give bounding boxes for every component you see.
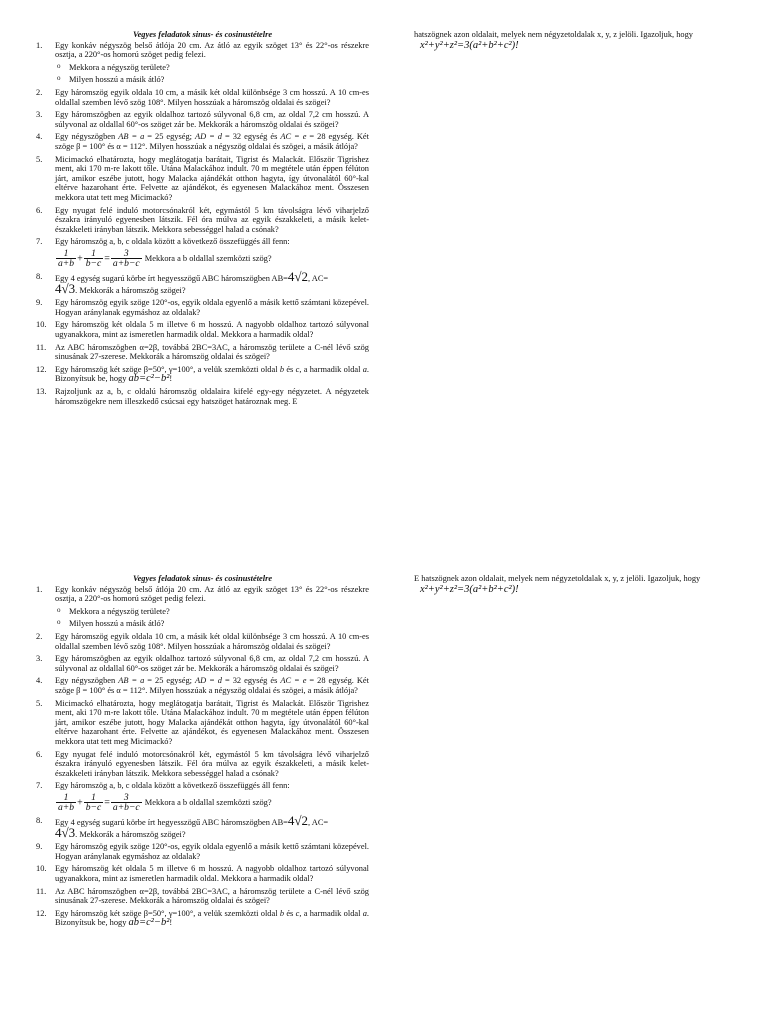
task-3 xyxy=(36,654,369,673)
task-number: 5. xyxy=(36,698,43,708)
task-2 xyxy=(36,88,369,107)
task-text: = 28 egység. Két szöge β = 100° és α = 112°. Milyen hosszúak a négyszög oldalai és szögei, a másik átlója? xyxy=(55,132,369,151)
task-text: Mekkora a b oldallal szemközti szög? xyxy=(144,253,272,263)
sub-list xyxy=(55,63,369,85)
task-text: Egy négyszögben xyxy=(55,676,119,686)
task-11 xyxy=(36,887,369,906)
task-text: . Bizonyítsuk be, hogy xyxy=(55,364,370,384)
task-12 xyxy=(36,909,369,928)
math: 4√3 xyxy=(55,824,76,840)
formula: x²+y²+z²=3(a²+b²+c²)! xyxy=(420,583,519,595)
task-text: Egy háromszög két szöge β=50°, γ=100°, a velük szemközti oldal xyxy=(55,364,280,374)
task-text: és xyxy=(284,364,296,374)
task-1 xyxy=(36,585,369,629)
task-text: ! xyxy=(169,374,173,384)
continuation-text: hatszögnek azon oldalait, melyek nem négyzetoldalak x, y, z jelöli. Igazoljuk, hogy xyxy=(414,30,693,39)
math: ab=c²−b² xyxy=(128,373,170,385)
task-number: 12. xyxy=(36,908,47,918)
task-text: Egy háromszög egyik szöge 120°-os, egyik oldala egyenlő a másik kettő számtani közepével. Hogyan aránylanak egymáshoz az oldalak? xyxy=(55,298,369,317)
math: b xyxy=(279,908,285,918)
task-number: 8. xyxy=(36,272,43,282)
task-4 xyxy=(36,676,369,695)
sub-list xyxy=(55,607,369,629)
task-text: Egy konkáv négyszög belső átlója 20 cm. Az átló az egyik szöget 13° és 22°-os részekre osztja, a 220°-os homorú szöget pedig felezi. xyxy=(55,40,369,60)
task-text: = 32 egység és xyxy=(222,676,281,686)
task-9 xyxy=(36,298,369,317)
task-text: Rajzoljunk az a, b, c oldalú háromszög oldalaira kifelé egy-egy négyzetet. A négyzetek háromszögekre nem illeszkedő csúcsai egy hatszöget határoznak meg. E xyxy=(55,387,369,406)
task-number: 10. xyxy=(36,864,47,874)
task-10 xyxy=(36,864,369,883)
math: AD = d xyxy=(194,132,222,142)
task-text: Az ABC háromszögben α=2β, továbbá 2BC=3AC, a háromszög területe a C-nél lévő szög sinusának 27-szerese. Mekkorák a háromszög oldalai és szögei? xyxy=(55,342,369,362)
task-number: 11. xyxy=(36,342,47,352)
worksheet-title: Vegyes feladatok sinus- és cosinustételre xyxy=(132,574,273,583)
task-text: = 28 egység. Két szöge β = 100° és α = 112°. Milyen hosszúak a négyszög oldalai és szögei, a másik átlója? xyxy=(55,676,369,695)
task-number: 7. xyxy=(36,781,43,791)
task-text: Egy háromszög két szöge β=50°, γ=100°, a velük szemközti oldal xyxy=(55,908,280,918)
math: AC = e xyxy=(280,132,307,142)
task-number: 6. xyxy=(36,749,43,759)
task-number: 3. xyxy=(36,110,43,120)
task-list xyxy=(36,41,369,407)
task-1 xyxy=(36,41,369,85)
task-7 xyxy=(36,781,369,813)
task-number: 13. xyxy=(36,387,47,396)
worksheet-title: Vegyes feladatok sinus- és cosinustételre xyxy=(132,30,273,39)
task-text: . Bizonyítsuk be, hogy xyxy=(55,908,370,928)
math: 4√3 xyxy=(55,280,76,296)
task-number: 9. xyxy=(36,298,43,308)
continuation-text: E hatszögnek azon oldalait, melyek nem négyzetoldalak x, y, z jelöli. Igazoljuk, hogy xyxy=(414,574,701,583)
task-text: Egy háromszög két oldala 5 m illetve 6 m hosszú. A nagyobb oldalhoz tartozó súlyvonal ugyanakkora, mint az ismeretlen harmadik oldal. Mekkora a harmadik oldal? xyxy=(55,864,369,884)
task-text: Mekkora a b oldallal szemközti szög? xyxy=(144,797,272,807)
math: ab=c²−b² xyxy=(128,917,170,929)
task-text: és xyxy=(284,908,296,918)
task-text: , a harmadik oldal xyxy=(299,908,363,918)
task-text: , a harmadik oldal xyxy=(299,364,363,374)
task-text: , AC= xyxy=(308,274,329,284)
math: AB = a xyxy=(118,676,145,686)
math: 4√2 xyxy=(287,269,309,285)
task-4 xyxy=(36,132,369,151)
task-text: Egy háromszög a, b, c oldala között a következő összefüggés áll fenn: xyxy=(55,237,290,247)
task-text: Egy háromszög két oldala 5 m illetve 6 m hosszú. A nagyobb oldalhoz tartozó súlyvonal ugyanakkora, mint az ismeretlen harmadik oldal. Mekkora a harmadik oldal? xyxy=(55,320,369,340)
task-5 xyxy=(36,699,369,747)
task-5 xyxy=(36,155,369,203)
task-text: Egy nyugat felé induló motorcsónakról két, egymástól 5 km távolságra lévő viharjelző északra irányuló egyenesben látszik. Fél óra múlva az egyik északkeleti, a másik kelet- északkeleti irányban látszik. Mekkora sebességgel halad a csónak? xyxy=(55,749,369,778)
task-text: ! xyxy=(169,918,173,928)
fraction: $\frac{1}{a+b}$ xyxy=(58,247,75,270)
math: AB = a xyxy=(118,132,145,142)
task-9 xyxy=(36,842,369,861)
task-number: 4. xyxy=(36,132,43,142)
task-number: 2. xyxy=(36,631,43,641)
task-6 xyxy=(36,750,369,779)
task-number: 7. xyxy=(36,237,43,247)
task-number: 1. xyxy=(36,584,43,594)
fraction: $\frac{1}{b-c}$ xyxy=(85,247,102,270)
task-text: , AC= xyxy=(308,818,329,828)
equation: $\frac{1}{a+b}$ + $\frac{1}{b-c}$ = $\frac{3}{a+b-c}$ Mekkora a b oldallal szemközti szög? xyxy=(58,247,272,270)
task-text: Micimackó elhatározta, hogy meglátogatja barátait, Tigrist és Malackát. Először Tigrishez ment, aki 170 m-re lakott tőle. Utána Malackához indult. 70 m megtétele után éppen félúton járt, amikor eszébe jutott, hogy Malacka ajándékát otthon hagyta, így útvonalától 60°-kal eltérve hazarohant érte. Felvette az ajándékot, és egyenesen Malackához ment. Összesen mekkora utat tett meg Micimackó? xyxy=(55,698,369,746)
task-text: Egy négyszögben xyxy=(55,132,119,142)
task-text: Egy nyugat felé induló motorcsónakról két, egymástól 5 km távolságra lévő viharjelző északra irányuló egyenesben látszik. Fél óra múlva az egyik északkeleti, a másik kelet- északkeleti irányban látszik. Mekkora sebességgel halad a csónak? xyxy=(55,205,369,234)
task-7 xyxy=(36,237,369,269)
task-text: = 25 egység; xyxy=(144,132,195,142)
continuation-bottom xyxy=(414,574,734,594)
sub-item: o Mekkora a négyszög területe? xyxy=(55,63,369,73)
worksheet-bottom xyxy=(36,574,369,931)
task-text: Egy konkáv négyszög belső átlója 20 cm. Az átló az egyik szöget 13° és 22°-os részekre osztja, a 220°-os homorú szöget pedig felezi. xyxy=(55,584,369,604)
fraction: $\frac{1}{a+b}$ xyxy=(58,791,75,814)
task-text: Az ABC háromszögben α=2β, továbbá 2BC=3AC, a háromszög területe a C-nél lévő szög sinusának 27-szerese. Mekkorák a háromszög oldalai és szögei? xyxy=(55,886,369,906)
task-number: 1. xyxy=(36,40,43,50)
task-text: Egy háromszögben az egyik oldalhoz tartozó súlyvonal 6,8 cm, az oldal 7,2 cm hosszú. A súlyvonal az oldallal 60°-os szöget zár be. Mekkorák a háromszög oldalai és szögei? xyxy=(55,654,369,673)
fraction: $\frac{1}{b-c}$ xyxy=(85,791,102,814)
task-text: Micimackó elhatározta, hogy meglátogatja barátait, Tigrist és Malackát. Először Tigrishez ment, aki 170 m-re lakott tőle. Utána Malackához indult. 70 m megtétele után éppen félúton járt, amikor eszébe jutott, hogy Malacka ajándékát otthon hagyta, így útvonalától 60°-kal eltérve hazarohant érte. Felvette az ajándékot, és egyenesen Malackához ment. Összesen mekkora utat tett meg Micimackó? xyxy=(55,154,369,202)
task-text: Egy háromszög a, b, c oldala között a következő összefüggés áll fenn: xyxy=(55,781,290,791)
sub-item: o Milyen hosszú a másik átló? xyxy=(55,619,369,629)
task-6 xyxy=(36,206,369,235)
task-2 xyxy=(36,632,369,651)
math: AD = d xyxy=(194,676,222,686)
task-8 xyxy=(36,813,369,840)
task-list xyxy=(36,585,369,928)
sub-item: o Mekkora a négyszög területe? xyxy=(55,607,369,617)
continuation-top xyxy=(414,30,734,50)
math: b xyxy=(279,364,285,374)
task-text: Egy háromszögben az egyik oldalhoz tartozó súlyvonal 6,8 cm, az oldal 7,2 cm hosszú. A súlyvonal az oldallal 60°-os szöget zár be. Mekkorák a háromszög oldalai és szögei? xyxy=(55,110,369,129)
task-text: Egy 4 egység sugarú körbe írt hegyesszögű ABC háromszögben AB= xyxy=(55,274,288,284)
task-8 xyxy=(36,269,369,296)
math: 4√2 xyxy=(287,813,309,829)
worksheet-top xyxy=(36,30,369,409)
task-number: 12. xyxy=(36,364,47,374)
math: c xyxy=(295,908,300,918)
task-text: Egy háromszög egyik szöge 120°-os, egyik oldala egyenlő a másik kettő számtani közepével. Hogyan aránylanak egymáshoz az oldalak? xyxy=(55,842,369,861)
math: a xyxy=(362,364,367,374)
task-text: Egy háromszög egyik oldala 10 cm, a másik két oldal különbsége 3 cm hosszú. A 10 cm-es oldallal szemben lévő szög 108°. Milyen hosszúak a háromszög oldalai és szögei? xyxy=(55,87,369,107)
fraction: $\frac{3}{a+b-c}$ xyxy=(112,247,140,270)
task-11 xyxy=(36,343,369,362)
task-number: 8. xyxy=(36,816,43,826)
task-number: 11. xyxy=(36,886,47,896)
task-3 xyxy=(36,110,369,129)
task-13 xyxy=(36,387,369,406)
math: AC = e xyxy=(280,676,307,686)
fraction: $\frac{3}{a+b-c}$ xyxy=(112,791,140,814)
task-text: = 25 egység; xyxy=(144,676,195,686)
task-text: . Mekkorák a háromszög szögei? xyxy=(75,829,186,839)
task-number: 6. xyxy=(36,205,43,215)
task-number: 2. xyxy=(36,87,43,97)
task-number: 9. xyxy=(36,842,43,852)
task-number: 10. xyxy=(36,320,47,330)
math: c xyxy=(295,364,300,374)
task-number: 5. xyxy=(36,154,43,164)
task-text: Egy 4 egység sugarú körbe írt hegyesszögű ABC háromszögben AB= xyxy=(55,818,288,828)
formula: x²+y²+z²=3(a²+b²+c²)! xyxy=(420,39,519,51)
math: a xyxy=(362,908,367,918)
task-text: Egy háromszög egyik oldala 10 cm, a másik két oldal különbsége 3 cm hosszú. A 10 cm-es oldallal szemben lévő szög 108°. Milyen hosszúak a háromszög oldalai és szögei? xyxy=(55,631,369,651)
equation: $\frac{1}{a+b}$ + $\frac{1}{b-c}$ = $\frac{3}{a+b-c}$ Mekkora a b oldallal szemközti szög? xyxy=(58,791,272,814)
task-number: 3. xyxy=(36,654,43,664)
sub-item: o Milyen hosszú a másik átló? xyxy=(55,75,369,85)
task-number: 4. xyxy=(36,676,43,686)
task-text: = 32 egység és xyxy=(222,132,281,142)
task-text: . Mekkorák a háromszög szögei? xyxy=(75,285,186,295)
task-10 xyxy=(36,320,369,339)
task-12 xyxy=(36,365,369,384)
